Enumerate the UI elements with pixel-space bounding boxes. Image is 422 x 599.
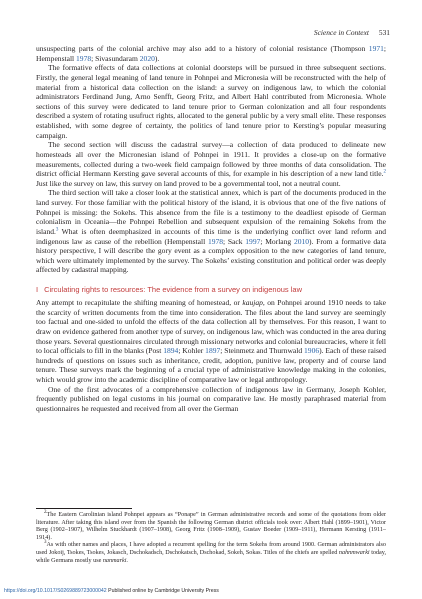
italic-term: nahnmwarki: [338, 549, 370, 556]
section-heading: [36, 285, 386, 294]
footnote-number: 3: [44, 540, 47, 546]
text-run: ; Morlang: [260, 236, 294, 246]
section-number: I: [36, 285, 39, 294]
citation-link[interactable]: 1978: [207, 236, 224, 246]
citation-link[interactable]: 2020: [139, 53, 155, 63]
text-run: The third section will take a closer look at the statistical annex, which is part of the documents produced in the land survey. For those familiar with the political history of the island, it is obvious that one of the five nations of Pohnpei is missing: the Sokehs. This absence from the file is a testimony to the deadliest episode of German colonialism in Oceania—the Pohnpei Rebellion and subsequent expulsion of the remaining Sokehs from the island.: [36, 188, 386, 236]
text-run: As with other names and places, I have adopted a recurrent spelling for the term Sokehs from around 1900. German administrators also used Jokoij, Tsokes, Tsokes, Jokasch, Dschokadsch, Dschokatsch, Dschokad, Sokeh, Sokas. Titles of the chiefs are spelled: [36, 542, 386, 556]
footnote-2: [36, 509, 386, 542]
footnote-divider: [36, 508, 132, 509]
text-run: The second section will discuss the cadastral survey—a collection of data produced to delineate new homesteads all over the Micronesian island of Pohnpei in 1911. It provides a close-up on the formative measurements, collected during a two-week field campaign followed by three months of data consolidation. The district official Hermann Kersting gave several accounts of this, for example in his description of a new land title.: [36, 140, 386, 179]
paragraph-3: [36, 140, 386, 188]
citation-link[interactable]: 1894: [163, 346, 179, 356]
text-run: unsuspecting parts of the colonial archive may also add to a history of colonial resistance (Thompson: [36, 44, 369, 53]
paragraph-6: One of the first advocates of a comprehensive collection of indigenous law in Germany, Joseph Kohler, frequently published on legal customs in his journal on comparative law. He mostly paraphrased material from questionnaires he requested and received from all over the German: [36, 384, 386, 413]
italic-term: nanmarki: [102, 557, 127, 564]
journal-title: Science in Context: [313, 28, 369, 37]
text-run: ; Hempenstall: [36, 44, 386, 63]
italic-term: kaujap: [242, 298, 263, 307]
citation-link[interactable]: 1906: [304, 346, 320, 356]
citation-link[interactable]: 1897: [205, 346, 221, 356]
paragraph-2: The formative effects of data collections at colonial doorsteps will be pursued in three subsequent sections. Firstly, the general legal meaning of land tenure in Pohnpei and Micronesia will be reconstructed with the help of material from a historical data collection on the island: a survey on indigenous law, to which the colonial administrators Ferdinand Jung, Arno Senfft, Georg Fritz, and Albert Hahl contributed from Micronesia. Whole sections of this survey were dedicated to land tenure prior to German colonization and all four respondents described a system of rotating usufruct rights, allocated to the general public by a very small elite. These responses established, with some degree of certainty, the politics of land tenure prior to Kersting’s popular measuring campaign.: [36, 63, 386, 140]
main-text: [36, 44, 386, 414]
paragraph-4: [36, 188, 386, 275]
citation-link[interactable]: 1978: [76, 53, 92, 63]
paragraph-1: [36, 44, 386, 63]
footnote-ref-2[interactable]: 2: [383, 169, 386, 175]
text-run: , on Pohnpei around 1910 needs to take the scarcity of written documents from the time into consideration. The files about the land survey are seemingly too factual and one-sided to unfold the effects of the data collection all by themselves. For this reason, I want to draw on evidence gathered from another type of survey, on indigenous law, which was conducted in the area during those years. Several questionnaires circulated through missionary networks and colonial bureaucracies, where it fell to local officials to fill in the blanks (Post: [36, 298, 386, 356]
text-run: ). From a formative data history perspective, I will describe the gory event as a complex opposition to the new categories of land tenure, which were ultimately implemented by the survey. The Sokehs’ existing constitution and political order was deeply affected by cadastral mapping.: [36, 236, 386, 275]
publisher-note: Published online by Cambridge University Press: [106, 588, 219, 594]
text-run: today, while Germans mostly use: [36, 549, 386, 564]
section-title: Circulating rights to resources: The evidence from a survey on indigenous law: [44, 285, 303, 294]
paragraph-5: [36, 298, 386, 385]
text-run: What is often deemphasized in accounts of this time is the underlying conflict over land reform and indigenous law as cause of the rebellion (Hempenstall: [36, 226, 386, 246]
footnote-ref-3[interactable]: 3: [55, 227, 59, 233]
footnotes: [36, 508, 386, 565]
footnote-3: [36, 542, 386, 565]
doi-link[interactable]: https://doi.org/10.1017/S0269889723000042: [4, 588, 107, 594]
text-run: .: [126, 557, 128, 564]
doi-line: [4, 588, 219, 594]
running-head: [314, 28, 390, 37]
text-run: Any attempt to recapitulate the shifting meaning of homestead, or: [36, 298, 243, 307]
text-run: ; Sivasundaram: [91, 53, 140, 63]
text-run: The Eastern Carolinian island Pohnpei appears as “Ponape” in German administrative records and some of the quotations from older literature. After taking this island over from the Spanish the following German district officials took over: Albert Hahl (1899–1901), Victor Berg (1902–1907), Wilhelm Stuckhardt (1907–1908), Georg Fritz (1908–1909), Gustav Boeder (1909–1911), Hermann Kersting (1911–1914).: [36, 512, 386, 541]
citation-link[interactable]: 1971: [368, 44, 384, 53]
text-run: ; Kohler: [178, 346, 206, 356]
text-run: ; Sack: [223, 236, 246, 246]
citation-link[interactable]: 2010: [293, 236, 310, 246]
citation-link[interactable]: 1997: [245, 236, 261, 246]
page-number: 531: [378, 28, 390, 37]
footnote-number: 2: [44, 509, 47, 515]
text-run: ). Each of these raised hundreds of questions on issues such as inheritance, credit, adoption, punitive law, property and of course land tenure. These surveys mark the beginning of a crucial type of administrative knowledge making in the colonies, which would grow into the academic discipline of comparative law or legal anthropology.: [36, 346, 387, 384]
text-run: Just like the survey on law, this survey on land proved to be a governmental tool, not a neutral count.: [36, 178, 341, 188]
text-run: ; Steinmetz and Thurnwald: [220, 346, 305, 356]
text-run: ).: [154, 53, 160, 63]
